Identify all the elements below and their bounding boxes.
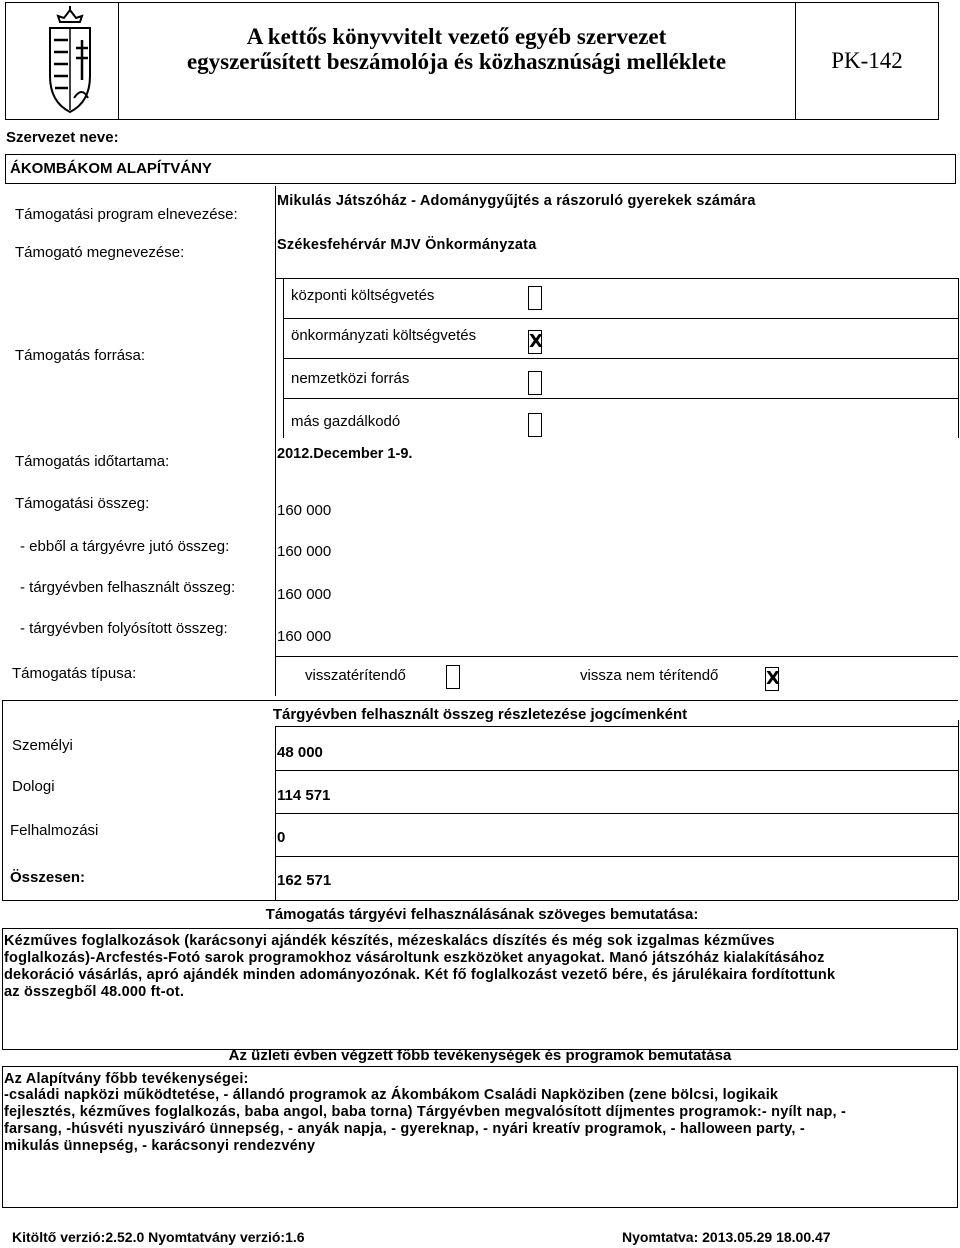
source-rule-2	[283, 358, 958, 359]
source-checkbox-municipal[interactable]: X	[529, 331, 543, 352]
total-amount-value[interactable]: 160 000	[277, 502, 332, 519]
current-year-amount-value[interactable]: 160 000	[277, 543, 332, 560]
breakdown-row-personal-label: Személyi	[12, 737, 73, 754]
program-name-label: Támogatási program elnevezése:	[15, 206, 238, 223]
source-checkbox-other[interactable]	[528, 413, 542, 437]
duration-value[interactable]: 2012.December 1-9.	[277, 446, 413, 462]
source-rule-right	[958, 278, 959, 438]
activities-line-2: -családi napközi működtetése, - állandó programok az Ákombákom Családi Napköziben (zene bölcsi, logikaik	[4, 1087, 779, 1103]
total-amount-label: Támogatási összeg:	[15, 495, 150, 512]
breakdown-rule-row3	[275, 813, 958, 814]
footer-version: Kitöltő verzió:2.52.0 Nyomtatvány verzió:1.6	[12, 1229, 305, 1245]
source-label: Támogatás forrása:	[15, 347, 146, 364]
usage-line-1: Kézműves foglalkozások (karácsonyi ajándék készítés, mézeskalács díszítés és még sok izgalmas kézműves	[4, 933, 775, 949]
breakdown-row-personal-value[interactable]: 48 000	[277, 744, 323, 761]
usage-line-4: az összegből 48.000 ft-ot.	[4, 984, 185, 1000]
refundable-label: visszatérítendő	[305, 667, 406, 684]
source-option-central: központi költségvetés	[291, 287, 435, 304]
sponsor-label: Támogató megnevezése:	[15, 244, 185, 261]
breakdown-row-material-label: Dologi	[12, 778, 55, 795]
breakdown-total-value[interactable]: 162 571	[277, 872, 332, 889]
form-title-line2: egyszerűsített beszámolója és közhasznúsági melléklete	[186, 49, 727, 74]
field-column-rule	[275, 186, 276, 696]
source-option-municipal: önkormányzati költségvetés	[291, 327, 477, 344]
activities-heading: Az üzleti évben végzett főbb tevékenységek és programok bemutatása	[228, 1047, 732, 1064]
activities-line-4: farsang, -húsvéti nyusziváró ünnepség, - anyák napja, - gyereknap, - nyári kreatív programok, - halloween party, -	[4, 1121, 805, 1137]
footer-printed: Nyomtatva: 2013.05.29 18.00.47	[622, 1229, 831, 1245]
refundable-checkbox[interactable]	[446, 665, 460, 689]
activities-line-1: Az Alapítvány főbb tevékenységei:	[4, 1071, 249, 1087]
breakdown-rule-top	[2, 700, 958, 701]
usage-line-3: dekoráció vásárlás, apró ajándék minden adományozónak. Két fő foglalkozást vezető bére, és járulékaira fordítottunk	[4, 967, 836, 983]
form-code: PK-142	[831, 48, 903, 73]
nonrefundable-label: vissza nem térítendő	[580, 667, 719, 684]
org-name-label: Szervezet neve:	[6, 129, 119, 146]
breakdown-row-capital-label: Felhalmozási	[10, 822, 99, 839]
source-option-other: más gazdálkodó	[291, 413, 401, 430]
source-option-international: nemzetközi forrás	[291, 370, 410, 387]
org-name-value: ÁKOMBÁKOM ALAPÍTVÁNY	[10, 160, 212, 177]
breakdown-rule-right	[958, 720, 959, 900]
used-amount-value[interactable]: 160 000	[277, 586, 332, 603]
source-rule-3	[283, 398, 958, 399]
support-type-label: Támogatás típusa:	[12, 665, 137, 682]
used-amount-label: - tárgyévben felhasznált összeg:	[20, 579, 236, 596]
current-year-amount-label: - ebből a tárgyévre jutó összeg:	[20, 538, 230, 555]
coat-of-arms-icon	[46, 6, 94, 114]
activities-line-5: mikulás ünnepség, - karácsonyi rendezvény	[4, 1138, 316, 1154]
usage-heading: Támogatás tárgyévi felhasználásának szöveges bemutatása:	[265, 906, 699, 923]
breakdown-heading: Tárgyévben felhasznált összeg részletezése jogcímenként	[272, 706, 688, 723]
breakdown-rule-row2	[275, 770, 958, 771]
source-checkbox-international[interactable]	[528, 371, 542, 395]
type-rule-top	[275, 656, 958, 657]
rule-after-sponsor	[275, 278, 958, 279]
form-title-line1: A kettős könyvvitelt vezető egyéb szervezet	[246, 24, 667, 49]
nonrefundable-checkbox[interactable]: X	[766, 668, 780, 689]
breakdown-row-capital-value[interactable]: 0	[277, 829, 286, 846]
breakdown-total-label: Összesen:	[10, 869, 86, 886]
paid-amount-value[interactable]: 160 000	[277, 628, 332, 645]
source-rule-1	[283, 318, 958, 319]
usage-line-2: foglalkozás)-Arcfestés-Fotó sarok programokhoz vásároltunk eszközöket anyagokat. Manó játszóház kialakításához	[4, 950, 825, 966]
breakdown-rule-row4	[275, 856, 958, 857]
sponsor-value[interactable]: Székesfehérvár MJV Önkormányzata	[277, 237, 537, 253]
paid-amount-label: - tárgyévben folyósított összeg:	[20, 620, 228, 637]
duration-label: Támogatás időtartama:	[15, 453, 170, 470]
breakdown-row-material-value[interactable]: 114 571	[277, 787, 331, 804]
usage-rule-top	[2, 900, 958, 901]
program-name-value[interactable]: Mikulás Játszóház - Adománygyűjtés a rászoruló gyerekek számára	[277, 193, 756, 209]
breakdown-rule-row1	[275, 726, 958, 727]
source-checkbox-central[interactable]	[528, 286, 542, 310]
breakdown-rule-left	[2, 700, 3, 900]
activities-line-3: fejlesztés, kézműves foglalkozás, baba angol, baba torna) Tárgyévben megvalósított díjmentes programok:- nyílt nap, -	[4, 1104, 847, 1120]
